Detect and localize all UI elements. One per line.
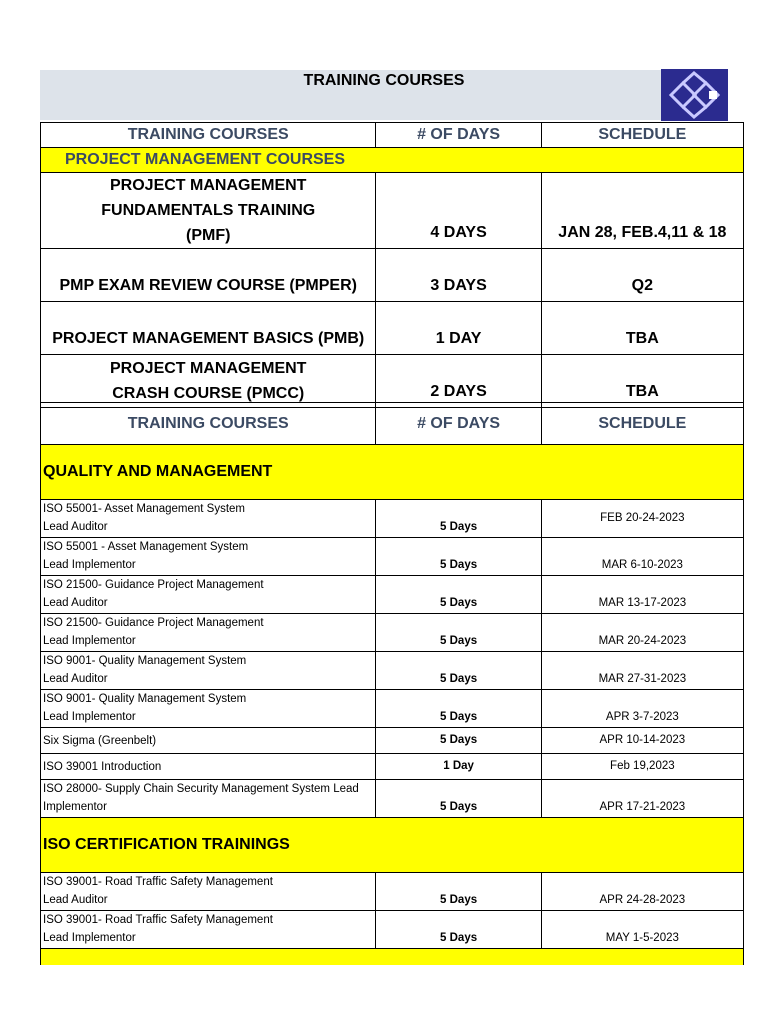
- course-schedule: MAY 1-5-2023: [541, 911, 743, 949]
- course-days: 5 Days: [376, 538, 541, 576]
- course-name: PMP EXAM REVIEW COURSE (PMPER): [41, 249, 376, 302]
- page-title: TRAINING COURSES: [303, 72, 465, 89]
- course-line2: Lead Auditor: [43, 894, 108, 906]
- header-schedule: SCHEDULE: [541, 403, 743, 445]
- course-days: 3 DAYS: [376, 249, 541, 302]
- course-line2: Lead Implementor: [43, 932, 136, 944]
- course-schedule: TBA: [541, 355, 743, 408]
- table-header-row: [41, 123, 744, 148]
- course-days: 5 Days: [376, 780, 541, 818]
- table-row: [41, 780, 744, 818]
- header-training-courses: TRAINING COURSES: [41, 403, 376, 445]
- course-name: PROJECT MANAGEMENT FUNDAMENTALS TRAINING (PMF): [41, 173, 376, 249]
- course-schedule: APR 10-14-2023: [541, 728, 743, 754]
- course-days: 5 Days: [376, 614, 541, 652]
- course-schedule: MAR 6-10-2023: [541, 538, 743, 576]
- course-name: PROJECT MANAGEMENT BASICS (PMB): [41, 302, 376, 355]
- course-schedule: MAR 20-24-2023: [541, 614, 743, 652]
- empty-section: [41, 949, 744, 966]
- course-days: 1 DAY: [376, 302, 541, 355]
- section-row-empty: [41, 949, 744, 966]
- course-name: [41, 690, 376, 728]
- header-days: # OF DAYS: [376, 123, 541, 148]
- table-row: [41, 728, 744, 754]
- table-row: [41, 173, 744, 249]
- table-row: [41, 249, 744, 302]
- table-row: [41, 911, 744, 949]
- course-line2: Lead Auditor: [43, 597, 108, 609]
- course-line1: ISO 21500- Guidance Project Management: [43, 579, 264, 591]
- course-line1: ISO 9001- Quality Management System: [43, 693, 247, 705]
- course-days: 5 Days: [376, 873, 541, 911]
- course-line2: Lead Implementor: [43, 559, 136, 571]
- course-days: 4 DAYS: [376, 173, 541, 249]
- section-title: PROJECT MANAGEMENT COURSES: [41, 148, 744, 173]
- course-name: Six Sigma (Greenbelt): [41, 728, 376, 754]
- section-row: [41, 445, 744, 500]
- table-row: [41, 302, 744, 355]
- company-logo-icon: [661, 69, 728, 121]
- course-schedule: APR 3-7-2023: [541, 690, 743, 728]
- course-name: [41, 500, 376, 538]
- course-schedule: JAN 28, FEB.4,11 & 18: [541, 173, 743, 249]
- table-header-row: [41, 403, 744, 445]
- course-days: 5 Days: [376, 690, 541, 728]
- course-line2: Lead Implementor: [43, 635, 136, 647]
- table-row: [41, 500, 744, 538]
- course-name: [41, 576, 376, 614]
- course-schedule: APR 24-28-2023: [541, 873, 743, 911]
- section-row: [41, 818, 744, 873]
- header-training-courses: TRAINING COURSES: [41, 123, 376, 148]
- course-line2: Lead Implementor: [43, 711, 136, 723]
- section-row: [41, 148, 744, 173]
- course-days: 2 DAYS: [376, 355, 541, 408]
- course-line2: Lead Auditor: [43, 521, 108, 533]
- header-schedule: SCHEDULE: [541, 123, 743, 148]
- course-schedule: FEB 20-24-2023: [541, 500, 743, 538]
- course-days: 5 Days: [376, 911, 541, 949]
- course-line1: ISO 55001- Asset Management System: [43, 503, 245, 515]
- course-line1: ISO 28000- Supply Chain Security Management System Lead: [43, 783, 359, 795]
- course-schedule: MAR 13-17-2023: [541, 576, 743, 614]
- course-schedule: Feb 19,2023: [541, 754, 743, 780]
- course-days: 5 Days: [376, 576, 541, 614]
- table-row: [41, 754, 744, 780]
- course-days: 5 Days: [376, 652, 541, 690]
- course-name: [41, 911, 376, 949]
- course-name: ISO 39001 Introduction: [41, 754, 376, 780]
- course-line2: Lead Auditor: [43, 673, 108, 685]
- course-schedule: APR 17-21-2023: [541, 780, 743, 818]
- course-name: PROJECT MANAGEMENT CRASH COURSE (PMCC): [41, 355, 376, 408]
- table-row: [41, 873, 744, 911]
- course-name: [41, 780, 376, 818]
- header-days: # OF DAYS: [376, 403, 541, 445]
- project-management-table: [40, 122, 744, 408]
- section-title: QUALITY AND MANAGEMENT: [41, 445, 744, 500]
- course-name: [41, 873, 376, 911]
- course-schedule: MAR 27-31-2023: [541, 652, 743, 690]
- course-days: 5 Days: [376, 728, 541, 754]
- course-name: [41, 538, 376, 576]
- course-schedule: TBA: [541, 302, 743, 355]
- course-days: 5 Days: [376, 500, 541, 538]
- iso-courses-table: [40, 402, 744, 965]
- course-line1: ISO 39001- Road Traffic Safety Management: [43, 876, 273, 888]
- course-days: 1 Day: [376, 754, 541, 780]
- logo-graphic: [661, 69, 728, 121]
- course-line1: ISO 21500- Guidance Project Management: [43, 617, 264, 629]
- course-line1: ISO 9001- Quality Management System: [43, 655, 247, 667]
- course-schedule: Q2: [541, 249, 743, 302]
- table-row: [41, 538, 744, 576]
- course-name: [41, 652, 376, 690]
- table-row: [41, 652, 744, 690]
- course-line2: Implementor: [43, 801, 107, 813]
- table-row: [41, 576, 744, 614]
- course-name: [41, 614, 376, 652]
- section-title: ISO CERTIFICATION TRAININGS: [41, 818, 744, 873]
- table-row: [41, 690, 744, 728]
- table-row: [41, 355, 744, 408]
- table-row: [41, 614, 744, 652]
- course-line1: ISO 39001- Road Traffic Safety Management: [43, 914, 273, 926]
- course-line1: ISO 55001 - Asset Management System: [43, 541, 249, 553]
